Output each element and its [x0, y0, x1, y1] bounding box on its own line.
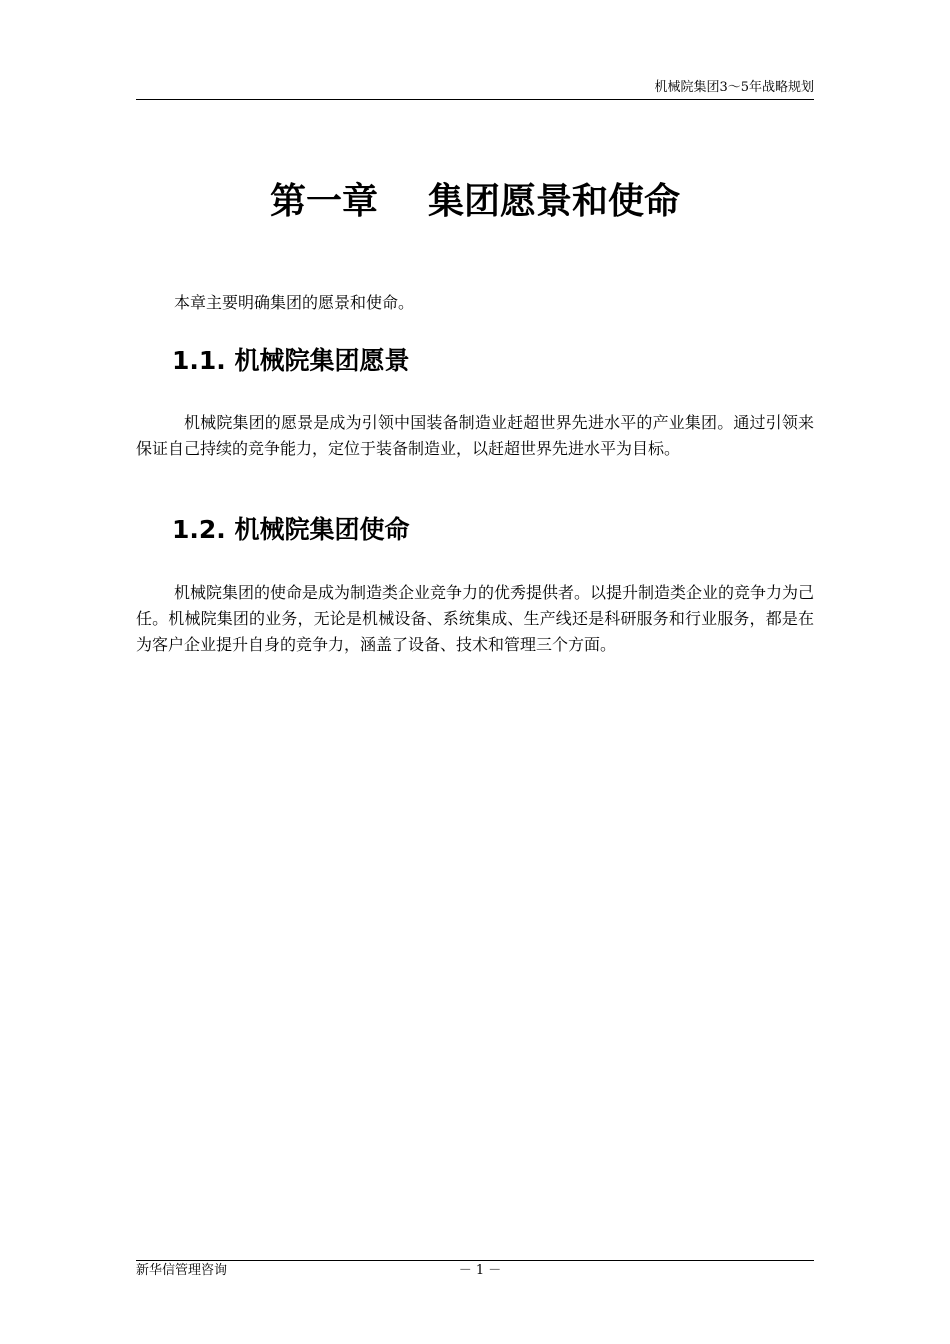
section-body-mission: 机械院集团的使命是成为制造类企业竞争力的优秀提供者。以提升制造类企业的竞争力为己任。机械院集团的业务，无论是机械设备、系统集成、生产线还是科研服务和行业服务，都是在为客户企业提升自身的竞争力，涵盖了设备、技术和管理三个方面。 — [136, 583, 815, 654]
chapter-title — [0, 176, 950, 228]
footer-divider — [136, 1260, 814, 1261]
chapter-intro: 本章主要明确集团的愿景和使命。 — [174, 293, 415, 312]
page-number: － 1 － — [458, 1263, 502, 1278]
chapter-number: 第一章 — [269, 181, 378, 222]
running-header: 机械院集团3～5年战略规划 — [654, 80, 814, 95]
header-divider — [136, 99, 814, 100]
section-heading-mission: 1.2. 机械院集团使命 — [172, 515, 410, 544]
chapter-name: 集团愿景和使命 — [428, 181, 681, 222]
section-heading-vision: 1.1. 机械院集团愿景 — [172, 346, 410, 375]
section-body-vision: 机械院集团的愿景是成为引领中国装备制造业赶超世界先进水平的产业集团。通过引领来保证自己持续的竞争能力，定位于装备制造业，以赶超世界先进水平为目标。 — [136, 413, 814, 458]
footer-company: 新华信管理咨询 — [136, 1263, 228, 1278]
